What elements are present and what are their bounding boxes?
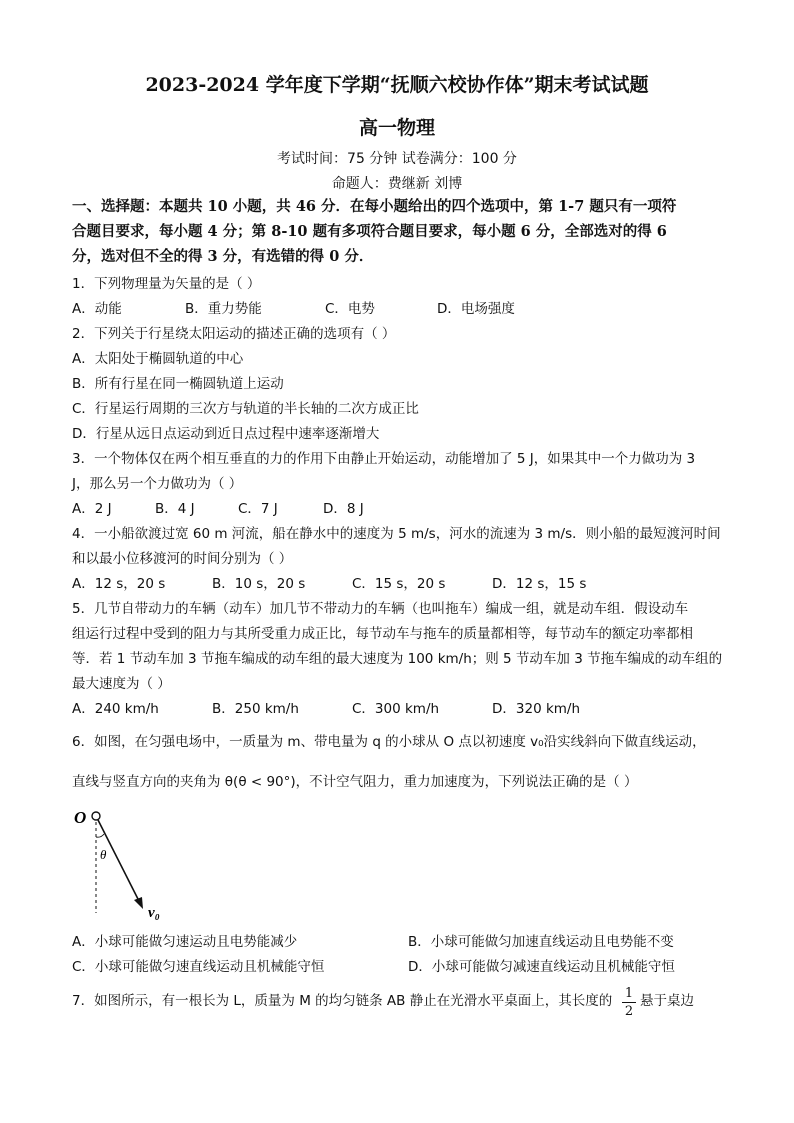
q2-option-b: B．所有行星在同一椭圆轨道上运动	[72, 376, 284, 392]
q3-option-a: A．2 J	[72, 501, 112, 517]
ball-icon	[92, 812, 100, 820]
q5-stem-line-3: 等．若 1 节动车加 3 节拖车编成的动车组的最大速度为 100 km/h；则 5 节动车加 3 节拖车编成的动车组的	[72, 651, 723, 667]
q6-option-a: A．小球可能做匀速运动且电势能减少	[72, 934, 298, 950]
subject-title: 高一物理	[358, 117, 435, 139]
q4-option-c: C．15 s，20 s	[352, 576, 446, 592]
q1-option-c: C．电势	[325, 301, 375, 317]
section-heading-line-3: 分，选对但不全的得 3 分，有选错的得 0 分．	[72, 248, 374, 265]
q2-option-a: A．太阳处于椭圆轨道的中心	[72, 351, 244, 367]
q6-figure	[70, 805, 180, 920]
point-o-label: O	[74, 808, 87, 827]
fraction-denominator: 2	[624, 1004, 634, 1019]
q6-option-c: C．小球可能做匀速直线运动且机械能守恒	[72, 959, 325, 975]
q5-option-d: D．320 km/h	[492, 701, 581, 717]
q5-option-b: B．250 km/h	[212, 701, 299, 717]
q6-stem-line-1: 6．如图，在匀强电场中，一质量为 m、带电量为 q 的小球从 O 点以初速度 v₀沿实线斜向下做直线运动，	[72, 734, 706, 750]
q7-stem-tail: 悬于桌边	[640, 993, 694, 1009]
exam-title: 2023-2024 学年度下学期“抚顺六校协作体”期末考试试题	[145, 74, 649, 96]
q1-option-d: D．电场强度	[437, 301, 515, 317]
q3-option-c: C．7 J	[238, 501, 278, 517]
angle-theta-label: θ	[100, 847, 107, 862]
section-heading-line-1: 一、选择题：本题共 10 小题，共 46 分．在每小题给出的四个选项中，第 1-7 题只有一项符	[72, 198, 677, 215]
q3-stem-line-1: 3．一个物体仅在两个相互垂直的力的作用下由静止开始运动，动能增加了 5 J，如果其中一个力做功为 3	[72, 451, 696, 467]
q6-option-d: D．小球可能做匀减速直线运动且机械能守恒	[408, 959, 675, 975]
q1-stem: 1．下列物理量为矢量的是（ ）	[72, 276, 261, 292]
q3-option-d: D．8 J	[323, 501, 364, 517]
q4-stem-line-2: 和以最小位移渡河的时间分别为（ ）	[72, 551, 293, 567]
arrow-head-icon	[134, 897, 143, 909]
q6-stem-line-2: 直线与竖直方向的夹角为 θ(θ < 90°)，不计空气阻力，重力加速度为，下列说法正确的是（ ）	[72, 774, 638, 790]
q1-option-b: B．重力势能	[185, 301, 262, 317]
exam-authors: 命题人：费继新 刘博	[331, 176, 463, 192]
q7-stem-line-1: 7．如图所示，有一根长为 L，质量为 M 的均匀链条 AB 静止在光滑水平桌面上，其长度的	[72, 993, 613, 1009]
q5-stem-line-2: 组运行过程中受到的阻力与其所受重力成正比，每节动车与拖车的质量都相等，每节动车的额定功率都相	[72, 626, 693, 642]
velocity-label: v₀	[148, 905, 160, 920]
q3-stem-line-2: J，那么另一个力做功为（ ）	[72, 476, 243, 492]
q2-stem: 2．下列关于行星绕太阳运动的描述正确的选项有（ ）	[72, 326, 396, 342]
q2-option-d: D．行星从远日点运动到近日点过程中速率逐渐增大	[72, 426, 380, 442]
q5-stem-line-1: 5．几节自带动力的车辆（动车）加几节不带动力的车辆（也叫拖车）编成一组，就是动车组．假设动车	[72, 601, 689, 617]
q5-stem-line-4: 最大速度为（ ）	[72, 676, 171, 692]
q7-fraction	[622, 986, 636, 1019]
q1-option-a: A．动能	[72, 301, 122, 317]
section-heading-line-2: 合题目要求，每小题 4 分；第 8-10 题有多项符合题目要求，每小题 6 分，全部选对的得 6	[72, 223, 667, 240]
angle-arc	[96, 834, 104, 837]
exam-info: 考试时间：75 分钟 试卷满分：100 分	[277, 151, 517, 167]
q3-option-b: B．4 J	[155, 501, 195, 517]
fraction-numerator: 1	[624, 986, 634, 1001]
q2-option-c: C．行星运行周期的三次方与轨道的半长轴的二次方成正比	[72, 401, 419, 417]
q4-option-b: B．10 s，20 s	[212, 576, 306, 592]
q5-option-a: A．240 km/h	[72, 701, 159, 717]
q4-option-d: D．12 s，15 s	[492, 576, 587, 592]
q5-option-c: C．300 km/h	[352, 701, 440, 717]
q6-option-b: B．小球可能做匀加速直线运动且电势能不变	[408, 934, 674, 950]
fraction-bar	[622, 1002, 636, 1003]
q4-option-a: A．12 s，20 s	[72, 576, 166, 592]
q4-stem-line-1: 4．一小船欲渡过宽 60 m 河流，船在静水中的速度为 5 m/s，河水的流速为 3 m/s．则小船的最短渡河时间	[72, 526, 721, 542]
